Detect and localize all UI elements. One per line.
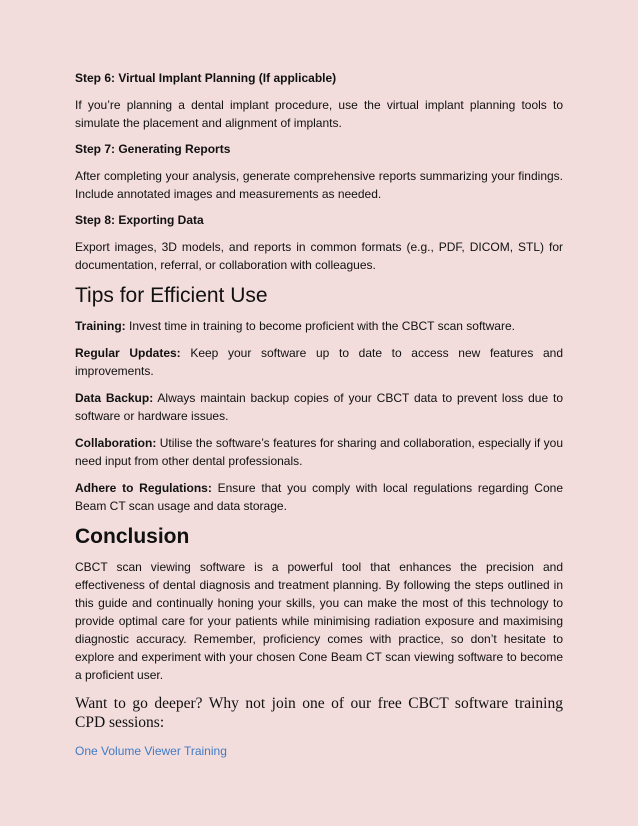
tip-text: Invest time in training to become proficient with the CBCT scan software. (125, 319, 515, 333)
training-link[interactable]: One Volume Viewer Training (75, 744, 227, 758)
tip-label: Collaboration: (75, 436, 157, 450)
tip-item (75, 317, 563, 335)
tips-title: Tips for Efficient Use (75, 284, 268, 307)
step-body: After completing your analysis, generate comprehensive reports summarizing your findings. Include annotated images and measurements as needed. (75, 169, 563, 201)
tip-label: Data Backup: (75, 391, 154, 405)
cta-text: Want to go deeper? Why not join one of our free CBCT software training CPD sessions: (75, 695, 563, 731)
tip-item (75, 479, 563, 515)
conclusion-body: CBCT scan viewing software is a powerful tool that enhances the precision and effectiveness of dental diagnosis and treatment planning. By following the steps outlined in this guide and continually honing your skills, you can make the most of this technology to provide optimal care for your patients while minimising radiation exposure and maximising diagnostic accuracy. Remember, proficiency comes with practice, so don’t hesitate to explore and experiment with your chosen Cone Beam CT scan viewing software to become a proficient user. (75, 560, 563, 682)
tip-item (75, 434, 563, 470)
document-page (75, 70, 563, 760)
tip-item (75, 344, 563, 380)
tip-text: Utilise the software’s features for sharing and collaboration, especially if you need input from other dental professionals. (75, 436, 563, 468)
tip-text: Keep your software up to date to access new features and improvements. (75, 346, 563, 378)
step-heading: Step 6: Virtual Implant Planning (If applicable) (75, 71, 337, 85)
step-7 (75, 141, 563, 203)
step-6 (75, 70, 563, 132)
tip-label: Training: (75, 319, 126, 333)
step-heading: Step 8: Exporting Data (75, 213, 204, 227)
tip-text: Always maintain backup copies of your CBCT data to prevent loss due to software or hardware issues. (75, 391, 563, 423)
step-8 (75, 212, 563, 274)
tip-item (75, 389, 563, 425)
step-body: If you’re planning a dental implant procedure, use the virtual implant planning tools to simulate the placement and alignment of implants. (75, 98, 563, 130)
tip-text: Ensure that you comply with local regulations regarding Cone Beam CT scan usage and data storage. (75, 481, 563, 513)
tip-label: Regular Updates: (75, 346, 181, 360)
tip-label: Adhere to Regulations: (75, 481, 212, 495)
conclusion-title: Conclusion (75, 525, 190, 548)
step-heading: Step 7: Generating Reports (75, 142, 231, 156)
step-body: Export images, 3D models, and reports in common formats (e.g., PDF, DICOM, STL) for documentation, referral, or collaboration with colleagues. (75, 240, 563, 272)
